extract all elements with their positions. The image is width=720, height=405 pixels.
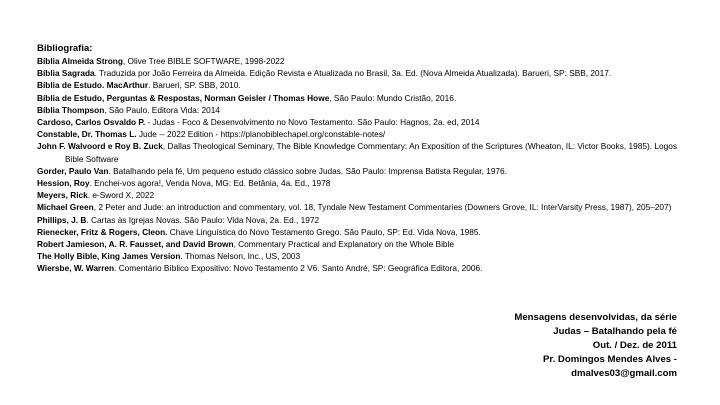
series-description: Mensagens desenvolvidas, da série <box>514 312 677 323</box>
entry-author: Meyers, Rick <box>37 190 88 201</box>
entry-author: Phillips, J. B <box>37 214 87 225</box>
bibliography-entry <box>37 128 677 140</box>
entry-author: Robert Jamieson, A. R. Fausset, and David Brown <box>37 239 234 250</box>
entry-author: Bíblia Sagrada <box>37 68 95 79</box>
entry-details: . e-Sword X, 2022 <box>87 190 155 201</box>
entry-details: . Enchei-vos agora!, Venda Nova, MG: Ed. Betânia, 4a. Ed., 1978 <box>89 178 331 189</box>
entry-author: Gorder, Paulo Van <box>37 165 109 176</box>
entry-author: Bíblia Almeida Strong <box>37 56 123 66</box>
entry-details: . Cartas às Igrejas Novas. São Paulo: Vida Nova, 2a. Ed., 1972 <box>86 214 320 225</box>
entry-details: . Barueri, SP. SBB, 2010. <box>148 80 241 91</box>
entry-details: , São Paulo. Editora Vida: 2014 <box>104 104 220 115</box>
author-name: Pr. Domingos Mendes Alves - <box>543 354 677 365</box>
entry-author: Bíblia Thompson <box>37 104 105 115</box>
bibliography-entry <box>37 226 677 238</box>
series-title: Judas – Batalhando pela fé <box>553 326 677 337</box>
bibliography-entry <box>37 165 677 177</box>
entry-author: The Holly Bible, King James Version <box>37 251 181 262</box>
entry-details: . Thomas Nelson, Inc., US, 2003 <box>180 251 301 262</box>
entry-details: , São Paulo: Mundo Cristão, 2016. <box>329 92 457 103</box>
entry-author: Bíblia de Estudo, Perguntas & Respostas, Norman Geisler / Thomas Howe <box>37 92 330 103</box>
entry-details: , Dallas Theological Seminary, The Bible Knowledge Commentary: An Exposition of the Scriptures (Wheaton, IL: Victor Books, 1985). Logos Bible Software <box>65 141 677 164</box>
bibliography-list <box>37 55 677 275</box>
entry-details: . Traduzida por João Ferreira da Almeida. Edição Revista e Atualizada no Brasil, 3a. Ed. (Nova Almeida Atualizada). Barueri, SP: SBB, 2017. <box>94 68 612 79</box>
bibliography-entry <box>37 201 677 213</box>
entry-author: Wiersbe, W. Warren <box>37 263 115 274</box>
bibliography-entry <box>37 238 677 250</box>
bibliography-entry <box>37 262 677 274</box>
entry-details: , 2 Peter and Jude: an introduction and commentary, vol. 18, Tyndale New Testament Commentaries (Downers Grove, IL: InterVarsity Press, 1987), 205–207) <box>93 202 672 213</box>
author-email: dmalves03@gmail.com <box>571 368 677 379</box>
entry-author: Bíblia de Estudo. MacArthur <box>37 80 149 91</box>
entry-author: Constable, Dr. Thomas L. <box>37 129 137 140</box>
entry-author: Cardoso, Carlos Osvaldo P. <box>37 117 146 128</box>
bibliography-entry <box>37 67 677 79</box>
entry-details: Chave Linguística do Novo Testamento Grego. São Paulo, SP: Ed. Vida Nova, 1985. <box>167 226 481 237</box>
entry-details: , Olive Tree BIBLE SOFTWARE, 1998-2022 <box>122 56 285 66</box>
entry-details: . Batalhando pela fé, Um pequeno estudo clássico sobre Judas. São Paulo: Imprensa Batista Regular, 1976. <box>108 165 507 176</box>
entry-details: Jude -- 2022 Edition - https://planobiblechapel.org/constable-notes/ <box>136 129 386 140</box>
series-date: Out. / Dez. de 2011 <box>592 340 677 351</box>
entry-author: Hession, Roy <box>37 178 90 189</box>
entry-author: John F. Walvoord e Roy B. Zuck <box>37 141 163 152</box>
bibliography-entry <box>37 116 677 128</box>
entry-details: , Commentary Practical and Explanatory on the Whole Bible <box>233 239 454 250</box>
bibliography-entry <box>37 189 677 201</box>
entry-details: . Comentário Bíblico Expositivo: Novo Testamento 2 V6. Santo André, SP: Geográfica Editora, 2006. <box>114 263 483 274</box>
entry-author: Rienecker, Fritz & Rogers, Cleon. <box>37 226 168 237</box>
bibliography-entry <box>37 140 677 164</box>
bibliography-entry <box>37 79 677 91</box>
bibliography-entry <box>37 92 677 104</box>
series-credits <box>514 311 677 381</box>
bibliography-entry <box>37 177 677 189</box>
bibliography-heading: Bibliografia: <box>37 43 93 54</box>
bibliography-entry <box>37 104 677 116</box>
bibliography-section <box>37 43 677 275</box>
bibliography-entry <box>37 55 677 67</box>
entry-details: - Judas - Foco & Desenvolvimento no Novo Testamento. São Paulo: Hagnos, 2a. ed, 2014 <box>145 117 480 128</box>
bibliography-entry <box>37 214 677 226</box>
entry-author: Michael Green <box>37 202 94 213</box>
bibliography-entry <box>37 250 677 262</box>
